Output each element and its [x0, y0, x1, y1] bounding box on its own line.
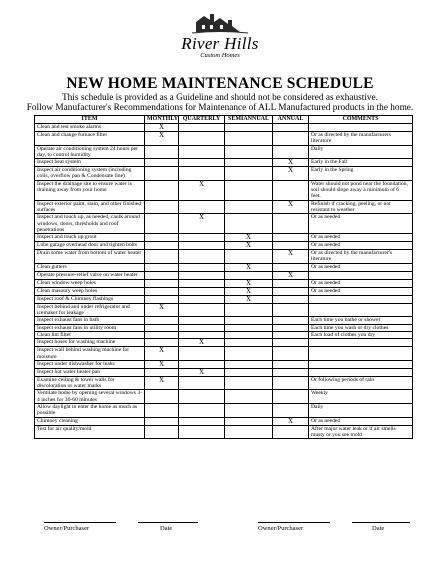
annual-cell: X — [273, 159, 309, 167]
item-cell: Test for air quality/mold — [35, 425, 145, 439]
item-cell: Inspect hoses for washing machine — [35, 339, 145, 347]
comment-cell: Refinish if cracking, peeling, or not resistant to weather — [309, 200, 413, 214]
semiannual-cell — [225, 404, 273, 418]
annual-cell — [273, 339, 309, 347]
comment-cell: Or following periods of rain — [309, 376, 413, 390]
table-row — [35, 214, 413, 234]
item-cell: Inspect exhaust fans in bath — [35, 317, 145, 324]
annual-cell — [273, 404, 309, 418]
semiannual-cell — [225, 324, 273, 331]
comment-cell — [309, 303, 413, 317]
table-row — [35, 324, 413, 331]
table-row — [35, 425, 413, 439]
annual-cell — [273, 324, 309, 331]
comment-cell: Or as needed — [309, 242, 413, 250]
comment-cell — [309, 368, 413, 376]
quarterly-cell — [179, 234, 225, 242]
annual-cell — [273, 303, 309, 317]
comment-cell — [309, 347, 413, 361]
item-cell: Inspect exterior paint, stain, and other finished surfaces — [35, 200, 145, 214]
quarterly-cell — [179, 376, 225, 390]
semiannual-cell — [225, 339, 273, 347]
semiannual-cell: X — [225, 242, 273, 250]
item-cell: Inspect exhaust fans in utility room — [35, 324, 145, 331]
table-row — [35, 132, 413, 146]
monthly-cell — [145, 317, 179, 324]
column-header-quarterly: QUARTERLY — [179, 116, 225, 124]
quarterly-cell — [179, 417, 225, 425]
quarterly-cell: X — [179, 368, 225, 376]
comment-cell — [309, 339, 413, 347]
quarterly-cell — [179, 242, 225, 250]
table-row — [35, 145, 413, 159]
annual-cell — [273, 331, 309, 338]
table-row — [35, 271, 413, 279]
comment-cell: Or as directed by the manufacturer's literature — [309, 250, 413, 264]
annual-cell — [273, 234, 309, 242]
table-row — [35, 404, 413, 418]
logo-tagline: Custom Homes — [200, 52, 240, 59]
item-cell: Drain some water from bottom of water heater — [35, 250, 145, 264]
comment-cell: Water should not pond near the foundation, soil should slope away a minimum of 6 feet. — [309, 180, 413, 200]
comment-cell: Or as needed — [309, 234, 413, 242]
quarterly-cell — [179, 324, 225, 331]
monthly-cell — [145, 390, 179, 404]
table-row — [35, 234, 413, 242]
date-label: Date — [372, 525, 385, 532]
item-cell: Clean and change furnace filter — [35, 132, 145, 146]
item-cell: Inspect roof & Chimney flashings — [35, 295, 145, 303]
annual-cell — [273, 317, 309, 324]
semiannual-cell — [225, 167, 273, 181]
comment-cell — [309, 360, 413, 368]
table-row — [35, 360, 413, 368]
item-cell: Allow daylight to enter the home as much as possible — [35, 404, 145, 418]
quarterly-cell — [179, 347, 225, 361]
comment-cell: Each time you bathe or shower — [309, 317, 413, 324]
item-cell: Chimney cleaning — [35, 417, 145, 425]
monthly-cell — [145, 425, 179, 439]
semiannual-cell — [225, 390, 273, 404]
table-row — [35, 417, 413, 425]
date-signature-1 — [138, 522, 198, 536]
quarterly-cell — [179, 303, 225, 317]
column-header-semiannual: SEMIANNUAL — [225, 116, 273, 124]
comment-cell: Early in the Fall — [309, 159, 413, 167]
table-row — [35, 159, 413, 167]
comment-cell: After major water leak or if air smells musty or you see mold — [309, 425, 413, 439]
comment-cell: Or as needed — [309, 214, 413, 234]
monthly-cell — [145, 263, 179, 271]
annual-cell — [273, 295, 309, 303]
semiannual-cell — [225, 159, 273, 167]
annual-cell — [273, 124, 309, 132]
annual-cell — [273, 214, 309, 234]
table-row — [35, 295, 413, 303]
item-cell: Examine ceiling & tower walls for discoloration or water marks — [35, 376, 145, 390]
quarterly-cell — [179, 279, 225, 287]
comment-cell: Or as needed — [309, 417, 413, 425]
table-row — [35, 347, 413, 361]
item-cell: Clean lint filter — [35, 331, 145, 338]
quarterly-cell — [179, 271, 225, 279]
monthly-cell: X — [145, 124, 179, 132]
item-cell: Inspect and touch up, as needed, caulk around windows, doors, thresholds and roof penetrations — [35, 214, 145, 234]
monthly-cell — [145, 214, 179, 234]
item-cell: Operate pressure-relief valve on water heater — [35, 271, 145, 279]
company-logo — [160, 8, 280, 72]
semiannual-cell — [225, 132, 273, 146]
comment-cell: Early in the Spring — [309, 167, 413, 181]
semiannual-cell — [225, 180, 273, 200]
quarterly-cell — [179, 250, 225, 264]
comment-cell — [309, 295, 413, 303]
monthly-cell: X — [145, 303, 179, 317]
monthly-cell — [145, 331, 179, 338]
monthly-cell — [145, 279, 179, 287]
semiannual-cell: X — [225, 263, 273, 271]
comment-cell: Or as directed by the manufacturers literature — [309, 132, 413, 146]
semiannual-cell — [225, 331, 273, 338]
owner-signature-2 — [258, 522, 330, 536]
quarterly-cell: X — [179, 339, 225, 347]
semiannual-cell — [225, 200, 273, 214]
annual-cell — [273, 390, 309, 404]
annual-cell — [273, 180, 309, 200]
semiannual-cell — [225, 417, 273, 425]
semiannual-cell — [225, 317, 273, 324]
comment-cell: Or as needed — [309, 287, 413, 295]
table-row — [35, 317, 413, 324]
item-cell: Clean gutters — [35, 263, 145, 271]
semiannual-cell — [225, 145, 273, 159]
annual-cell: X — [273, 417, 309, 425]
item-cell: Inspect wall behind washing machine for moisture — [35, 347, 145, 361]
column-header-item: ITEM — [35, 116, 145, 124]
semiannual-cell: X — [225, 295, 273, 303]
semiannual-cell — [225, 368, 273, 376]
comment-cell — [309, 124, 413, 132]
logo-name: River Hills — [181, 34, 259, 53]
table-row — [35, 250, 413, 264]
monthly-cell — [145, 242, 179, 250]
semiannual-cell — [225, 214, 273, 234]
annual-cell: X — [273, 167, 309, 181]
comment-cell: Each time you wash or dry clothes — [309, 324, 413, 331]
semiannual-cell — [225, 425, 273, 439]
table-row — [35, 376, 413, 390]
comment-cell: Daily — [309, 404, 413, 418]
table-header-row — [35, 116, 413, 124]
quarterly-cell — [179, 145, 225, 159]
quarterly-cell: X — [179, 214, 225, 234]
semiannual-cell — [225, 250, 273, 264]
monthly-cell — [145, 287, 179, 295]
item-cell: Clean masonry weep holes — [35, 287, 145, 295]
comment-cell: Daily — [309, 145, 413, 159]
semiannual-cell — [225, 376, 273, 390]
table-row — [35, 287, 413, 295]
maintenance-table — [34, 115, 413, 439]
item-cell: Clean and test smoke alarms — [35, 124, 145, 132]
quarterly-cell — [179, 317, 225, 324]
monthly-cell: X — [145, 376, 179, 390]
quarterly-cell — [179, 295, 225, 303]
quarterly-cell — [179, 390, 225, 404]
comment-cell: Each load of clothes you dry — [309, 331, 413, 338]
table-row — [35, 124, 413, 132]
table-row — [35, 390, 413, 404]
comment-cell: Or as needed — [309, 263, 413, 271]
item-cell: Inspect the drainage site to ensure water is draining away from your home — [35, 180, 145, 200]
annual-cell — [273, 145, 309, 159]
annual-cell: X — [273, 271, 309, 279]
monthly-cell — [145, 271, 179, 279]
owner-purchaser-label: Owner/Purchaser — [44, 525, 90, 532]
table-row — [35, 303, 413, 317]
comment-cell — [309, 271, 413, 279]
annual-cell: X — [273, 250, 309, 264]
item-cell: Lube garage overhead door and tighten bolts — [35, 242, 145, 250]
monthly-cell — [145, 324, 179, 331]
monthly-cell — [145, 404, 179, 418]
item-cell: Ventilate home by opening several windows 3-4 inches for 30-60 minutes — [35, 390, 145, 404]
monthly-cell — [145, 167, 179, 181]
annual-cell: X — [273, 200, 309, 214]
item-cell: Clean window weep holes — [35, 279, 145, 287]
page-title: NEW HOME MAINTENANCE SCHEDULE — [66, 75, 374, 92]
annual-cell — [273, 347, 309, 361]
semiannual-cell: X — [225, 234, 273, 242]
column-header-annual: ANNUAL — [273, 116, 309, 124]
monthly-cell: X — [145, 132, 179, 146]
monthly-cell: X — [145, 360, 179, 368]
item-cell: Inspect air conditioning system (including coils, overflow pan & Condensate line) — [35, 167, 145, 181]
semiannual-cell — [225, 347, 273, 361]
semiannual-cell — [225, 303, 273, 317]
monthly-cell — [145, 159, 179, 167]
quarterly-cell — [179, 159, 225, 167]
annual-cell — [273, 287, 309, 295]
semiannual-cell: X — [225, 287, 273, 295]
monthly-cell — [145, 180, 179, 200]
table-row — [35, 279, 413, 287]
column-header-comments: COMMENTS — [309, 116, 413, 124]
quarterly-cell — [179, 287, 225, 295]
manufacturer-note: Follow Manufacturer's Recommendations for Maintenance of ALL Manufactured products in the home. — [26, 103, 414, 113]
quarterly-cell — [179, 167, 225, 181]
monthly-cell — [145, 234, 179, 242]
column-header-monthly: MONTHLY — [145, 116, 179, 124]
guideline-note: This schedule is provided as a Guideline and should not be considered as exhaustive. — [61, 93, 379, 103]
monthly-cell: X — [145, 347, 179, 361]
comment-cell: Or as needed — [309, 279, 413, 287]
quarterly-cell — [179, 263, 225, 271]
item-cell: Inspect behind and under refrigerator and icemaker for leakage — [35, 303, 145, 317]
monthly-cell — [145, 250, 179, 264]
house-logo-icon — [190, 8, 250, 36]
annual-cell — [273, 368, 309, 376]
annual-cell — [273, 132, 309, 146]
semiannual-cell — [225, 124, 273, 132]
table-row — [35, 242, 413, 250]
table-row — [35, 200, 413, 214]
item-cell: Inspect heat system — [35, 159, 145, 167]
table-row — [35, 331, 413, 338]
monthly-cell — [145, 145, 179, 159]
table-row — [35, 263, 413, 271]
semiannual-cell: X — [225, 279, 273, 287]
quarterly-cell — [179, 404, 225, 418]
table-row — [35, 167, 413, 181]
table-row — [35, 180, 413, 200]
quarterly-cell — [179, 200, 225, 214]
quarterly-cell — [179, 132, 225, 146]
quarterly-cell — [179, 124, 225, 132]
quarterly-cell — [179, 425, 225, 439]
quarterly-cell: X — [179, 180, 225, 200]
table-row — [35, 368, 413, 376]
annual-cell — [273, 360, 309, 368]
item-cell: Inspect under dishwasher for leaks — [35, 360, 145, 368]
owner-purchaser-label: Owner/Purchaser — [258, 525, 304, 532]
table-row — [35, 339, 413, 347]
item-cell: Inspect and touch up grout — [35, 234, 145, 242]
item-cell: Inspect hot water heater pan — [35, 368, 145, 376]
annual-cell — [273, 425, 309, 439]
owner-signature-1 — [44, 522, 116, 536]
annual-cell — [273, 376, 309, 390]
comment-cell: Weekly — [309, 390, 413, 404]
annual-cell — [273, 279, 309, 287]
semiannual-cell — [225, 360, 273, 368]
item-cell: Operate air conditioning system 24 hours per day, to control humidity — [35, 145, 145, 159]
monthly-cell — [145, 417, 179, 425]
date-signature-2 — [352, 522, 410, 536]
monthly-cell — [145, 200, 179, 214]
date-label: Date — [160, 525, 173, 532]
